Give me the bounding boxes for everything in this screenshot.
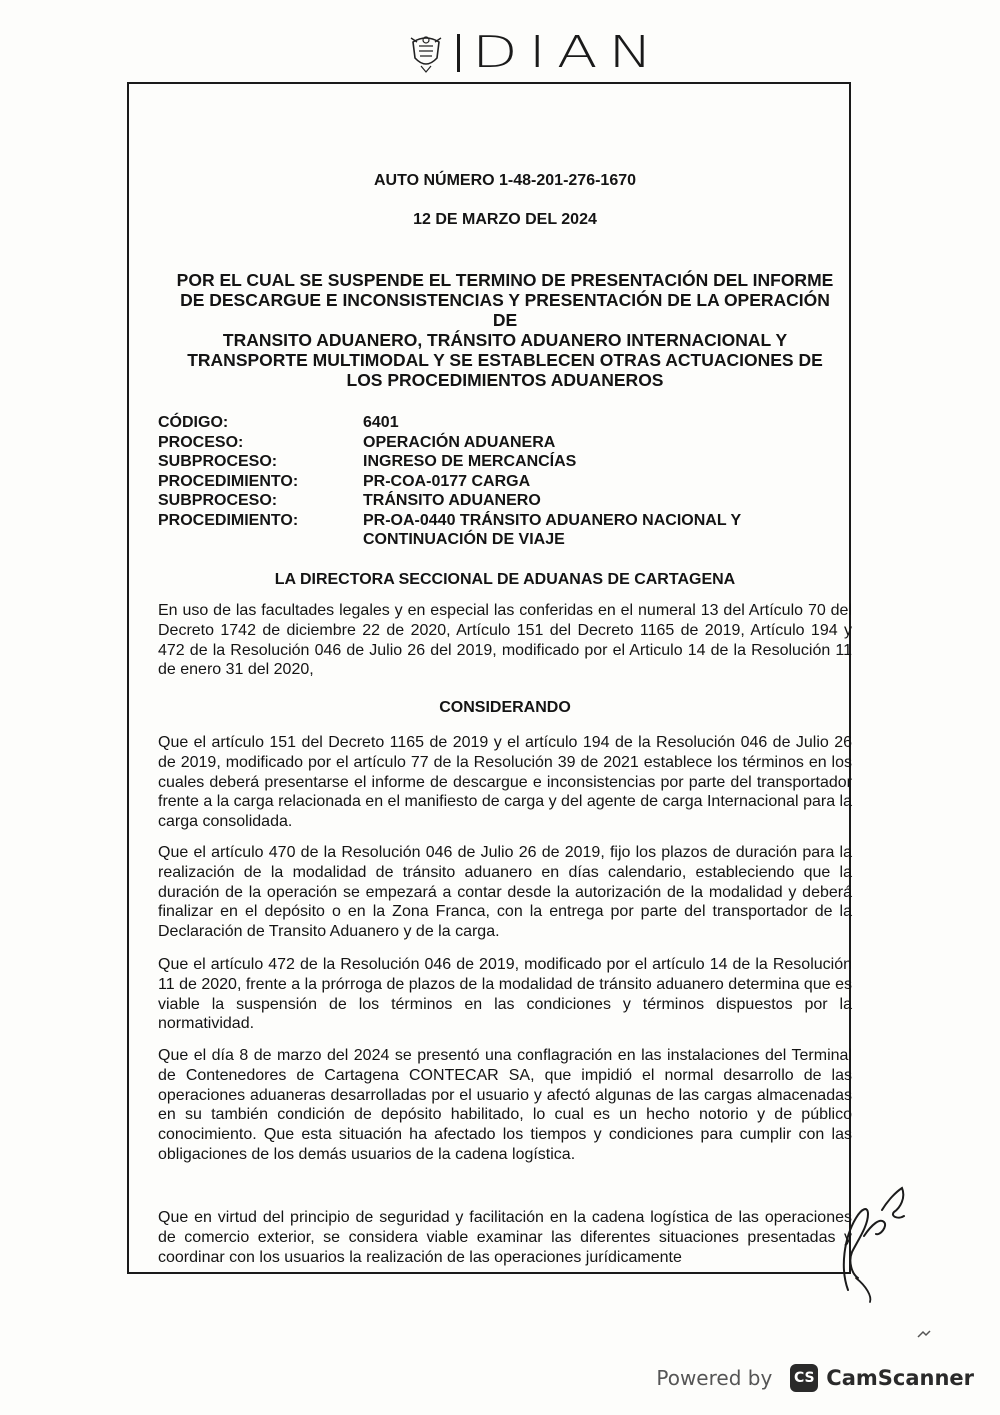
document-subject [168, 270, 842, 390]
camscanner-brand: CamScanner [826, 1366, 974, 1390]
code-label: PROCEDIMIENTO: [158, 511, 299, 529]
camscanner-watermark [656, 1360, 974, 1396]
code-label: PROCEDIMIENTO: [158, 472, 299, 490]
subject-line: DE DESCARGUE E INCONSISTENCIAS Y PRESENTACIÓN DE LA OPERACIÓN DE [180, 290, 830, 330]
subject-line: POR EL CUAL SE SUSPENDE EL TERMINO DE PRESENTACIÓN DEL INFORME [176, 270, 834, 290]
code-value: INGRESO DE MERCANCÍAS [363, 453, 577, 470]
subject-line: TRANSITO ADUANERO, TRÁNSITO ADUANERO INTERNACIONAL Y [222, 330, 788, 350]
code-value: PR-COA-0177 CARGA [363, 472, 531, 490]
code-row [158, 452, 852, 472]
dian-logo: DIAN [471, 27, 664, 78]
code-row [158, 413, 852, 433]
code-label: SUBPROCESO: [158, 492, 278, 509]
code-row [158, 511, 852, 531]
code-value: PR-OA-0440 TRÁNSITO ADUANERO NACIONAL Y [363, 511, 742, 529]
scan-artifact-icon [917, 1330, 931, 1338]
code-value: CONTINUACIÓN DE VIAJE [363, 531, 565, 548]
code-row [158, 433, 852, 453]
auto-number: AUTO NÚMERO 1-48-201-276-1670 [373, 172, 637, 189]
code-label: CÓDIGO: [158, 414, 229, 431]
considerando-paragraph: Que el día 8 de marzo del 2024 se presentó una conflagración en las instalaciones del Terminal de Contenedores de Cartagena CONTECAR SA, que impidió el normal desarrollo de las operaciones aduaneras desarrolladas por el usuario y afectó algunas de las cargas almacenadas en su también condición de depósito habilitado, lo cual es un hecho notorio y de público conocimiento. Que esta situación ha afectado los tiempos y condiciones para cumplir con las obligaciones de los demás usuarios de la cadena logística. [158, 1047, 852, 1163]
document-header [0, 28, 1000, 78]
considerando-paragraph: Que el artículo 470 de la Resolución 046 de Julio 26 de 2019, fijo los plazos de duración para la realización de la modalidad de tránsito aduanero en días calendario, estableciendo que la duración de la operación se empezará a contar desde la autorización de la modalidad y deberá finalizar en el depósito o en la Zona Franca, con la entrega por parte del transportador de la Declaración de Transito Aduanero y de la carga. [158, 844, 852, 941]
code-row [158, 472, 852, 492]
coat-of-arms-icon [407, 32, 445, 74]
considerando-paragraph: Que el artículo 151 del Decreto 1165 de 2019 y el artículo 194 de la Resolución 046 de Julio 26 de 2019, modificado por el artículo 77 de la Resolución 39 de 2021 establece los términos en los cuales deberá presentarse el informe de descargue e inconsistencias por parte del transportador frente a la carga relacionada en el manifiesto de carga y del agente de carga Internacional para la carga consolidada. [158, 734, 852, 831]
considerando-heading: CONSIDERANDO [439, 699, 571, 716]
facultades-paragraph: En uso de las facultades legales y en especial las conferidas en el numeral 13 del Artículo 70 del Decreto 1742 de diciembre 22 de 2020, Artículo 151 del Decreto 1165 de 2019, Artículo 194 y 472 de la Resolución 046 de Julio 26 del 2019, modificado por el Articulo 14 de la Resolución 11 de enero 31 del 2020, [158, 602, 852, 679]
code-value: OPERACIÓN ADUANERA [363, 433, 556, 451]
subject-line: LOS PROCEDIMIENTOS ADUANEROS [346, 370, 664, 390]
handwritten-signature [818, 1178, 918, 1308]
process-codes [158, 413, 852, 550]
document-date: 12 DE MARZO DEL 2024 [413, 211, 597, 228]
subject-line: TRANSPORTE MULTIMODAL Y SE ESTABLECEN OTRAS ACTUACIONES DE [187, 350, 823, 370]
code-row [158, 491, 852, 511]
camscanner-logo-icon: CS [790, 1364, 818, 1392]
considerando-paragraph: Que el artículo 472 de la Resolución 046 de 2019, modificado por el artículo 14 de la Resolución 11 de 2020, frente a la prórroga de plazos de la modalidad de tránsito aduanero determina que es viable la suspensión de los términos en las condiciones y términos dispuestos por la normatividad. [158, 956, 852, 1033]
authority-heading: LA DIRECTORA SECCIONAL DE ADUANAS DE CARTAGENA [274, 571, 736, 588]
code-label: SUBPROCESO: [158, 453, 278, 470]
code-value: 6401 [363, 414, 399, 431]
code-value: TRÁNSITO ADUANERO [363, 492, 541, 509]
header-divider [457, 34, 460, 72]
code-label [158, 530, 363, 550]
code-row [158, 530, 852, 550]
code-label: PROCESO: [158, 433, 244, 451]
powered-by-label: Powered by [656, 1366, 773, 1390]
considerando-paragraph: Que en virtud del principio de seguridad y facilitación en la cadena logística de las operaciones de comercio exterior, se considera viable examinar las diferentes situaciones presentadas y coordinar con los usuarios la realización de las operaciones jurídicamente [158, 1209, 852, 1266]
